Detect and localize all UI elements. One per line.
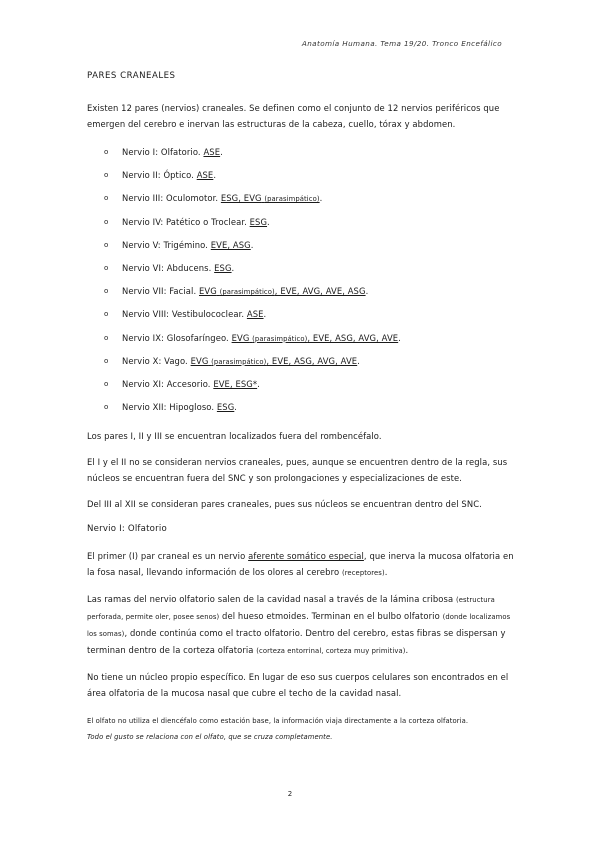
fiber-note: (parasimpático) (219, 288, 275, 297)
nerve-name: Nervio I: Olfatorio. (122, 147, 201, 157)
fiber-types: EVE, ASG (210, 239, 251, 250)
fiber-types: ASE (196, 170, 214, 181)
nerve-list-item (87, 283, 519, 306)
nerve-list-item (87, 214, 519, 237)
olf2-text-a: Las ramas del nervio olfatorio salen de la cavidad nasal a través de la lámina cribosa (87, 594, 456, 605)
bullet-marker: o (104, 403, 109, 412)
fiber-types-extra: , EVE, ASG, AVG, AVE (266, 355, 358, 366)
nerve-terminator: . (250, 239, 254, 250)
olf2-text-d: . (405, 645, 409, 656)
nerve-name: Nervio XI: Accesorio. (122, 378, 211, 389)
fiber-note: (parasimpático) (211, 357, 267, 366)
bullet-marker: o (104, 263, 109, 272)
olf2-small-2: (donde localizamos los somas) (87, 613, 511, 639)
fiber-types: EVG (190, 355, 209, 366)
olf2-small-3: (corteza entorrinal, corteza muy primitiva) (256, 647, 406, 656)
page-number: 2 (287, 790, 293, 798)
fiber-types: ESG (216, 402, 235, 413)
bullet-marker: o (104, 310, 109, 319)
nerve-name: Nervio III: Oculomotor. (122, 193, 219, 204)
bullet-marker: o (104, 240, 109, 249)
nerve-list-item (87, 260, 519, 283)
nerve-name: Nervio XII: Hipogloso. (122, 402, 215, 413)
cranial-nerve-list (87, 144, 519, 422)
nerve-name: Nervio X: Vago. (122, 355, 188, 366)
nerve-terminator: . (213, 170, 217, 181)
nerve-name: Nervio VIII: Vestibulococlear. (122, 309, 245, 320)
nerve-terminator: . (263, 309, 267, 320)
fiber-types: ESG, EVG (220, 193, 262, 204)
fiber-note: (parasimpático) (264, 195, 320, 204)
fiber-types: EVE, ESG* (213, 378, 258, 389)
nerve-name: Nervio VII: Facial. (122, 286, 197, 297)
nerve-list-item (87, 167, 519, 190)
bullet-marker: o (104, 356, 109, 365)
fiber-types: ASE (203, 147, 221, 157)
nerve-name: Nervio IV: Patético o Troclear. (122, 216, 247, 227)
bullet-marker: o (104, 287, 109, 296)
nerve-fibers (199, 286, 366, 296)
fiber-types: ESG (249, 216, 268, 227)
olfactory-paragraph-1 (87, 548, 519, 581)
note-1: El olfato no utiliza el diencéfalo como estación base, la información viaja directamente a la corteza olfatoria. (87, 717, 469, 726)
nerve-fibers (214, 263, 231, 273)
nerve-terminator: . (257, 378, 260, 389)
note-2: Todo el gusto se relaciona con el olfato, que se cruza completamente. (87, 733, 333, 742)
nerve-fibers (232, 333, 399, 343)
bullet-marker: o (104, 333, 109, 342)
nerve-list-item (87, 330, 519, 353)
nerve-terminator: . (234, 402, 238, 413)
paragraph-4: No tiene un núcleo propio específico. En lugar de eso sus cuerpos celulares son encontrados en el área olfatoria de la mucosa nasal que cubre el techo de la cavidad nasal. (87, 672, 509, 699)
nerve-terminator: . (357, 355, 360, 366)
nerve-fibers (250, 217, 267, 227)
bullet-marker: o (104, 194, 109, 203)
olf2-text-b: del hueso etmoides. Terminan en el bulbo olfatorio (219, 611, 443, 622)
nerve-terminator: . (220, 147, 223, 157)
fiber-types: EVG (231, 332, 250, 343)
fiber-types: ASE (246, 309, 264, 320)
olf1-small: (receptores) (341, 569, 385, 578)
olf2-small-1: (estructura perforada, permite oler, posee senos) (87, 596, 495, 622)
olf1-text-c: . (384, 567, 388, 578)
fiber-types: ESG (214, 262, 232, 273)
bullet-marker: o (104, 217, 109, 226)
olf2-text-c: , donde continúa como el tracto olfatorio. Dentro del cerebro, estas fibras se dispersan y terminan dentro de la corteza olfatoria (87, 628, 506, 656)
nerve-name: Nervio V: Trigémino. (122, 239, 209, 250)
nerve-fibers (213, 379, 257, 389)
nerve-fibers (217, 402, 234, 412)
nerve-fibers (191, 356, 358, 366)
nerve-name: Nervio II: Óptico. (122, 170, 194, 181)
paragraph-2: El I y el II no se consideran nervios craneales, pues, aunque se encuentren dentro de la regla, sus núcleos se encuentran fuera del SNC y son prolongaciones y especializaciones de este. (87, 457, 508, 484)
bullet-marker: o (104, 171, 109, 180)
nerve-terminator: . (398, 332, 401, 343)
nerve-fibers (211, 240, 251, 250)
nerve-terminator: . (319, 193, 323, 204)
section-title: PARES CRANEALES (87, 71, 176, 81)
nerve-list-item (87, 353, 519, 376)
page-content (87, 71, 519, 745)
olf1-text-b: , que inerva la mucosa olfatoria en la fosa nasal, llevando información de los olores al cerebro (87, 551, 514, 578)
fiber-note: (parasimpático) (252, 334, 308, 343)
olf1-text-a: El primer (I) par craneal es un nervio (87, 551, 249, 562)
bullet-marker: o (104, 379, 109, 388)
bullet-marker: o (104, 148, 109, 156)
nerve-fibers (203, 147, 220, 157)
nerve-terminator: . (231, 262, 235, 273)
fiber-types: EVG (198, 286, 217, 297)
olf1-underlined: aferente somático especial (248, 551, 364, 562)
nerve-list-item (87, 376, 519, 399)
nerve-terminator: . (267, 216, 270, 227)
nerve-name: Nervio IX: Glosofaríngeo. (122, 332, 229, 343)
olfactory-paragraph-2 (87, 591, 519, 659)
nerve-fibers (196, 170, 217, 181)
nerve-list-item (87, 237, 519, 260)
nerve-list-item (87, 144, 519, 167)
nerve-name: Nervio VI: Abducens. (122, 262, 212, 273)
nerve-list-item (87, 399, 519, 422)
paragraph-3: Del III al XII se consideran pares craneales, pues sus núcleos se encuentran dentro del SNC. (87, 499, 482, 510)
fiber-types-extra: , EVE, AVG, AVE, ASG (274, 286, 366, 297)
subsection-title: Nervio I: Olfatorio (87, 524, 167, 535)
nerve-list-item (87, 306, 519, 329)
fiber-types-extra: , EVE, ASG, AVG, AVE (307, 332, 399, 343)
paragraph-1: Los pares I, II y III se encuentran localizados fuera del rombencéfalo. (87, 431, 382, 442)
nerve-terminator: . (365, 286, 369, 297)
nerve-list-item (87, 190, 519, 213)
nerve-fibers (247, 309, 264, 319)
running-header: Anatomía Humana. Tema 19/20. Tronco Encefálico (301, 39, 502, 48)
intro-paragraph: Existen 12 pares (nervios) craneales. Se definen como el conjunto de 12 nervios periféricos que emergen del cerebro e inervan las estructuras de la cabeza, cuello, tórax y abdomen. (87, 103, 500, 129)
nerve-fibers (221, 193, 320, 203)
